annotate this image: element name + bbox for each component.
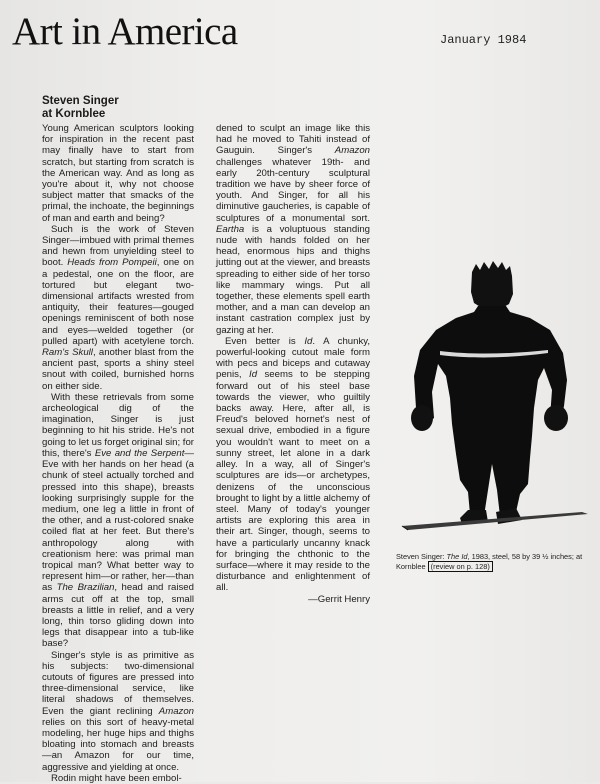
text-run: . A chunky, powerful-looking cutout male form with pecs and biceps and cutaway penis,: [216, 335, 371, 381]
artwork-title: Id: [304, 335, 313, 347]
article-column-2: [216, 123, 370, 605]
text-run: Singer's style is as primitive as his subjects: two-dimensional cutouts of figures are pressed into three-dimensional service, like literal shadows of themselves. Even the giant reclining: [42, 649, 194, 717]
masthead: Art in America: [12, 10, 238, 53]
review-page-reference: (review on p. 128): [428, 561, 493, 572]
paragraph: Rodin might have been embol-: [51, 772, 182, 784]
artwork-title: Eartha: [216, 223, 245, 235]
artwork-title: Id: [249, 369, 258, 381]
text-run: Even better is: [225, 335, 305, 347]
paragraph: [42, 392, 194, 650]
text-run: With these retrievals from some archeological dig of the imagination, Singer is just beginning to hit his stride. He's not going to let us forget original sin; for this, there's: [42, 391, 194, 459]
id-sculpture-silhouette: [411, 261, 568, 524]
article-column-1: [42, 123, 194, 784]
text-run: Such is the work of Steven Singer—imbued with primal themes and hewn from unyielding steel to boot.: [42, 223, 194, 269]
text-run: challenges whatever 19th- and early 20th-century sculptural tradition we have by sheer force of youth. And Singer, for all his diminutive gaucheries, is capable of sculptures of a monumental sort.: [216, 156, 370, 224]
paragraph: [216, 123, 370, 336]
sculpture-photo: [392, 258, 592, 548]
author-byline: —Gerrit Henry: [308, 593, 370, 605]
artwork-title: Amazon: [334, 145, 370, 157]
headline-gallery: at Kornblee: [42, 108, 106, 120]
artwork-title: The Brazilian: [56, 582, 115, 594]
paragraph: [42, 650, 194, 773]
steel-base: [402, 512, 588, 530]
text-run: , head and raised arms cut off at the top, small breasts a little in relief, and a very long, thin torso gliding down into legs that disappear into a tub-like base?: [42, 582, 194, 650]
paragraph: [216, 336, 370, 594]
text-run: Steven Singer:: [396, 552, 447, 561]
text-run: , another blast from the ancient past, sports a shiny steel snout with coiled, burnished horns on either side.: [42, 347, 194, 392]
article-headline: [42, 95, 202, 121]
issue-date: January 1984: [440, 33, 527, 47]
text-run: dened to sculpt an image like this had he moved to Tahiti instead of Gauguin. Singer's: [216, 123, 370, 157]
text-run: , one on a pedestal, one on the floor, are tortured but elegant two-dimensional artifacts wrested from antiquity, their features—gouged openings reminiscent of both nose and eyes—welded together (or pulled apart) with acetylene torch.: [42, 257, 194, 347]
text-run: , 1983, steel, 58 by 39 ½ inches; at Kornblee: [396, 552, 583, 571]
paragraph: Young American sculptors looking for inspiration in the recent past may finally have to start from scratch, but starting from scratch is the American way. And as long as you're about it, why not choose subject matter that smacks of the primal, the inchoate, the beginnings of man and earth and being?: [42, 123, 194, 224]
text-run: relies on this sort of heavy-metal modeling, her huge hips and thighs bloating into stomach and breasts—an Amazon for our time, aggressive and yielding at once.: [42, 716, 194, 773]
text-run: seems to be stepping forward out of his steel base towards the viewer, who guiltily backs away. Here, after all, is Freud's beloved hornet's nest of sexual drive, embodied in a figure you wouldn't want to meet on a sunny street, let alone in a dark alley. In a way, all of Singer's sculptures are ids—or archetypes, denizens of the unconscious brought to light by a little alchemy of steel. Many of today's younger artists are exploring this area in their art. Singer, though, seems to have a particularly uncanny knack for bringing the chthonic to the surface—where it may reside to the disturbance and enlightenment of all.: [216, 369, 370, 594]
headline-artist: Steven Singer: [42, 95, 119, 107]
artwork-title: Amazon: [158, 705, 194, 717]
figure-caption: [396, 552, 586, 572]
text-run: is a voluptuous standing nude with hands folded on her head, enormous hips and thighs jutting out at the viewer, and breasts spreading to either side of her torso like mammary wings. Put all together, these elements spell earth mother, and a man can develop an instant castration complex just by gazing at her.: [216, 223, 370, 336]
artwork-title: Ram's Skull: [42, 347, 93, 359]
artwork-title: Heads from Pompeii: [67, 257, 157, 269]
artwork-title: Eve and the Serpent: [94, 447, 185, 459]
artwork-title: The Id: [446, 552, 468, 561]
paragraph: [42, 224, 194, 392]
text-run: —Eve with her hands on her head (a chunk of steel actually torched and pressed into this shape), breasts looking surprisingly supple for the medium, one leg a little in front of the other, and a rust-colored snake coiled flat at her feet. But there's anthropology along with creationism here: was primal man tropical man? What better way to represent him—or rather, her—than as: [42, 447, 194, 594]
